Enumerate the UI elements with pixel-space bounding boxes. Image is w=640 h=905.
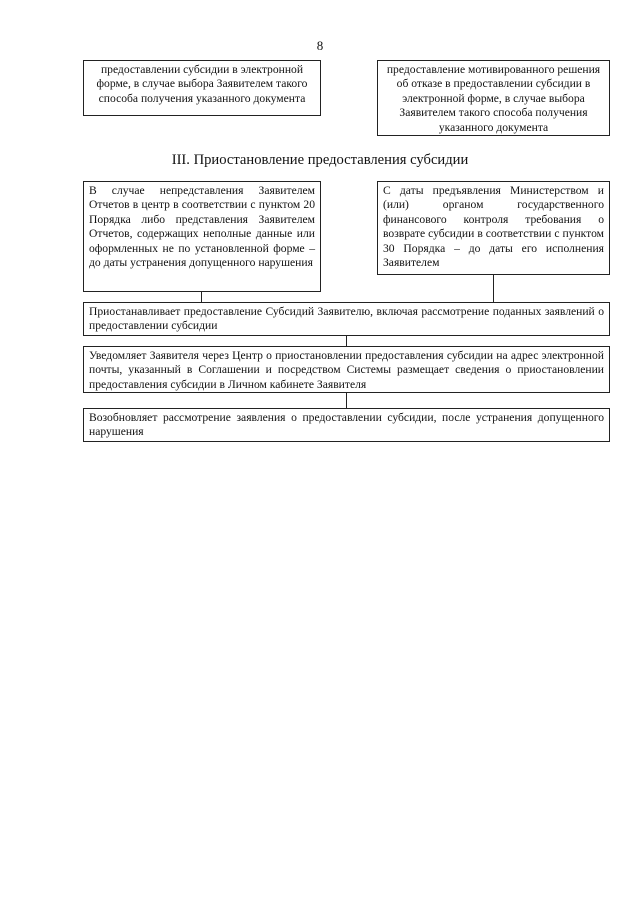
page-number: 8 (316, 38, 324, 53)
connector-line (201, 292, 202, 302)
flow-box-refund-condition: С даты предъявления Министерством и (или) органом государственного финансового контроля требования о возврате субсидии в соответствии с пунктом 30 Порядка – до даты его исполнения Заявителем (377, 181, 610, 275)
flow-box-notify: Уведомляет Заявителя через Центр о приостановлении предоставления субсидии на адрес электронной почты, указанный в Соглашении и посредством Системы размещает сведения о приостановлении предоставления субсидии в Личном кабинете Заявителя (83, 346, 610, 393)
flow-box-resume: Возобновляет рассмотрение заявления о предоставлении субсидии, после устранения допущенного нарушения (83, 408, 610, 442)
section-heading: III. Приостановление предоставления субсидии (171, 152, 469, 168)
flow-box-reports-condition: В случае непредставления Заявителем Отчетов в центр в соответствии с пунктом 20 Порядка либо представления Заявителем Отчетов, содержащих неполные данные или оформленных не по установленной форме – до даты устранения допущенного нарушения (83, 181, 321, 292)
flow-box-electronic-provision: предоставлении субсидии в электронной форме, в случае выбора Заявителем такого способа получения указанного документа (83, 60, 321, 116)
connector-line (346, 393, 347, 408)
flow-box-refusal-decision: предоставление мотивированного решения об отказе в предоставлении субсидии в электронной форме, в случае выбора Заявителем такого способа получения указанного документа (377, 60, 610, 136)
connector-line (493, 275, 494, 302)
connector-line (346, 336, 347, 346)
flow-box-suspend: Приостанавливает предоставление Субсидий Заявителю, включая рассмотрение поданных заявлений о предоставлении субсидии (83, 302, 610, 336)
